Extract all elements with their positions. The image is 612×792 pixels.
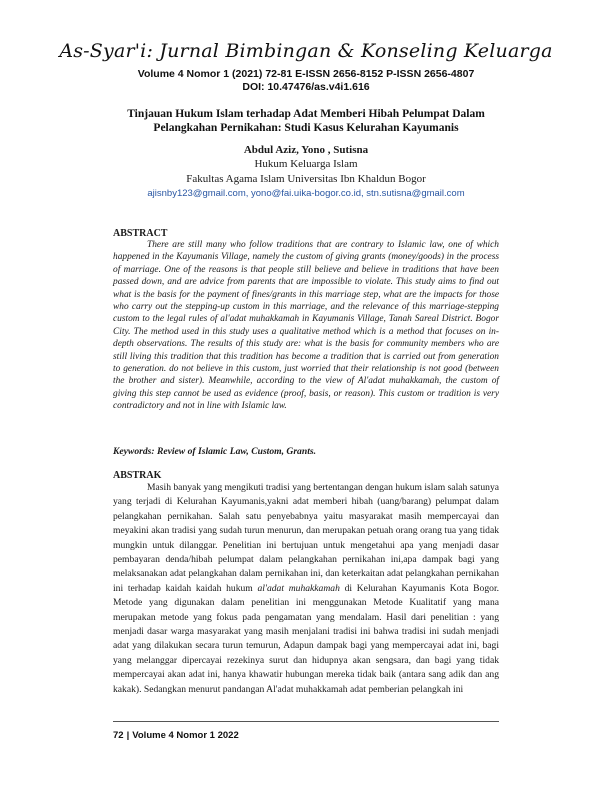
page-footer <box>113 730 239 741</box>
footer-divider <box>113 721 499 722</box>
doi-line[interactable]: DOI: 10.47476/as.v4i1.616 <box>242 81 370 93</box>
footer-separator: | <box>126 730 130 741</box>
page-number: 72 <box>113 730 124 741</box>
abstrak-text-part2: di Kelurahan Kayumanis Kota Bogor. Metode yang digunakan dalam penelitian ini menggunakan Metode Kualitatif yang mana merupakan metode yang fokus pada pengamatan yang mendalam. Hasil dari penelitian : yang menjadi dasar warga masyarakat yang masih menjalani tradisi ini bahwa tradisi ini sudah menjadi adat yang dilakukan secara turun temurun, Adapun dampak bagi yang mempercayai adat ini, bagi yang melanggar dipercayai rezekinya surut dan hidupnya akan sengsara, dan bagi yang tidak mempercayai akan adat ini, hanya khawatir hubungan mereka tidak baik (antara sang adik dan ang kakak). Sedangkan menurut pandangan Al'adat muhakkamah adat pemberian pelangkah ini <box>113 582 500 695</box>
abstract-body: There are still many who follow traditions that are contrary to Islamic law, one of which happened in the Kayumanis Village, namely the custom of giving grants (money/goods) in the process of marriage. One of the reasons is that people still believe and believe in traditions that have been passed down, and are advice from parents that are impossible to violate. This study aims to find out what is the basis for the payment of fines/grants in this marriage step, what are the impacts for those who carry out the stepping-up custom in this marriage, and the relevance of this marriage-stepping custom to the legal rules of al'adat muhakkamah in Kayumanis Village, Tanah Sareal District. Bogor City. The method used in this study uses a qualitative method which is a method that focuses on in-depth observations. The results of this study are: what is the basis for community members who are still living this tradition that this tradition has become a tradition that is carried out from generation to generation. do not believe in this custom, just worried that their relationship is not good (between the brother and sister). Meanwhile, according to the view of Al'adat muhakkamah, the custom of giving this step cannot be used as evidence (proof, basis, or reason). This custom or tradition is very contradictory and not in line with Islamic law. <box>113 240 499 412</box>
abstrak-heading: ABSTRAK <box>113 470 162 481</box>
abstract-heading: ABSTRACT <box>113 228 168 239</box>
footer-issue: Volume 4 Nomor 1 2022 <box>132 730 239 741</box>
article-title: Tinjauan Hukum Islam terhadap Adat Memberi Hibah Pelumpat Dalam Pelangkahan Pernikahan: Studi Kasus Kelurahan Kayumanis <box>127 108 485 134</box>
abstrak-text-part1: Masih banyak yang mengikuti tradisi yang bertentangan dengan hukum islam salah satunya yang terjadi di Kelurahan Kayumanis,yakni adat memberi hibah (uang/barang) pelumpat dalam pelangkahan pernikahan. Salah satu penyebabnya yaitu masyarakat masih mempercayai dan meyakini akan tradisi yang sudah turun menurun, dan merupakan petuah orang orang tua yang tidak mungkin untuk dilanggar. Penelitian ini bertujuan untuk mengetahui apa yang menjadi dasar pembayaran denda/hibah pelumpat dalam pelangkahan pernikahan ini,apa dampak bagi yang melaksanakan adat pelangkahan dalam pernikahan ini, dan keterkaitan adat pelangkahan pernikahan ini terhadap kaidah kaidah hukum <box>113 482 499 594</box>
abstrak-body <box>113 481 499 697</box>
keywords: Keywords: Review of Islamic Law, Custom, Grants. <box>113 446 316 457</box>
affiliation-university: Fakultas Agama Islam Universitas Ibn Khaldun Bogor <box>186 173 426 185</box>
author-emails[interactable]: ajisnby123@gmail.com, yono@fai.uika-bogor.co.id, stn.sutisna@gmail.com <box>147 188 465 199</box>
affiliation-department: Hukum Keluarga Islam <box>254 158 358 170</box>
volume-issn-line: Volume 4 Nomor 1 (2021) 72-81 E-ISSN 2656-8152 P-ISSN 2656-4807 <box>137 68 475 80</box>
abstrak-italic-term: al'adat muhakkamah <box>257 582 340 594</box>
journal-title: As-Syar'i: Jurnal Bimbingan & Konseling Keluarga <box>59 40 553 62</box>
authors: Abdul Aziz, Yono , Sutisna <box>243 144 369 156</box>
